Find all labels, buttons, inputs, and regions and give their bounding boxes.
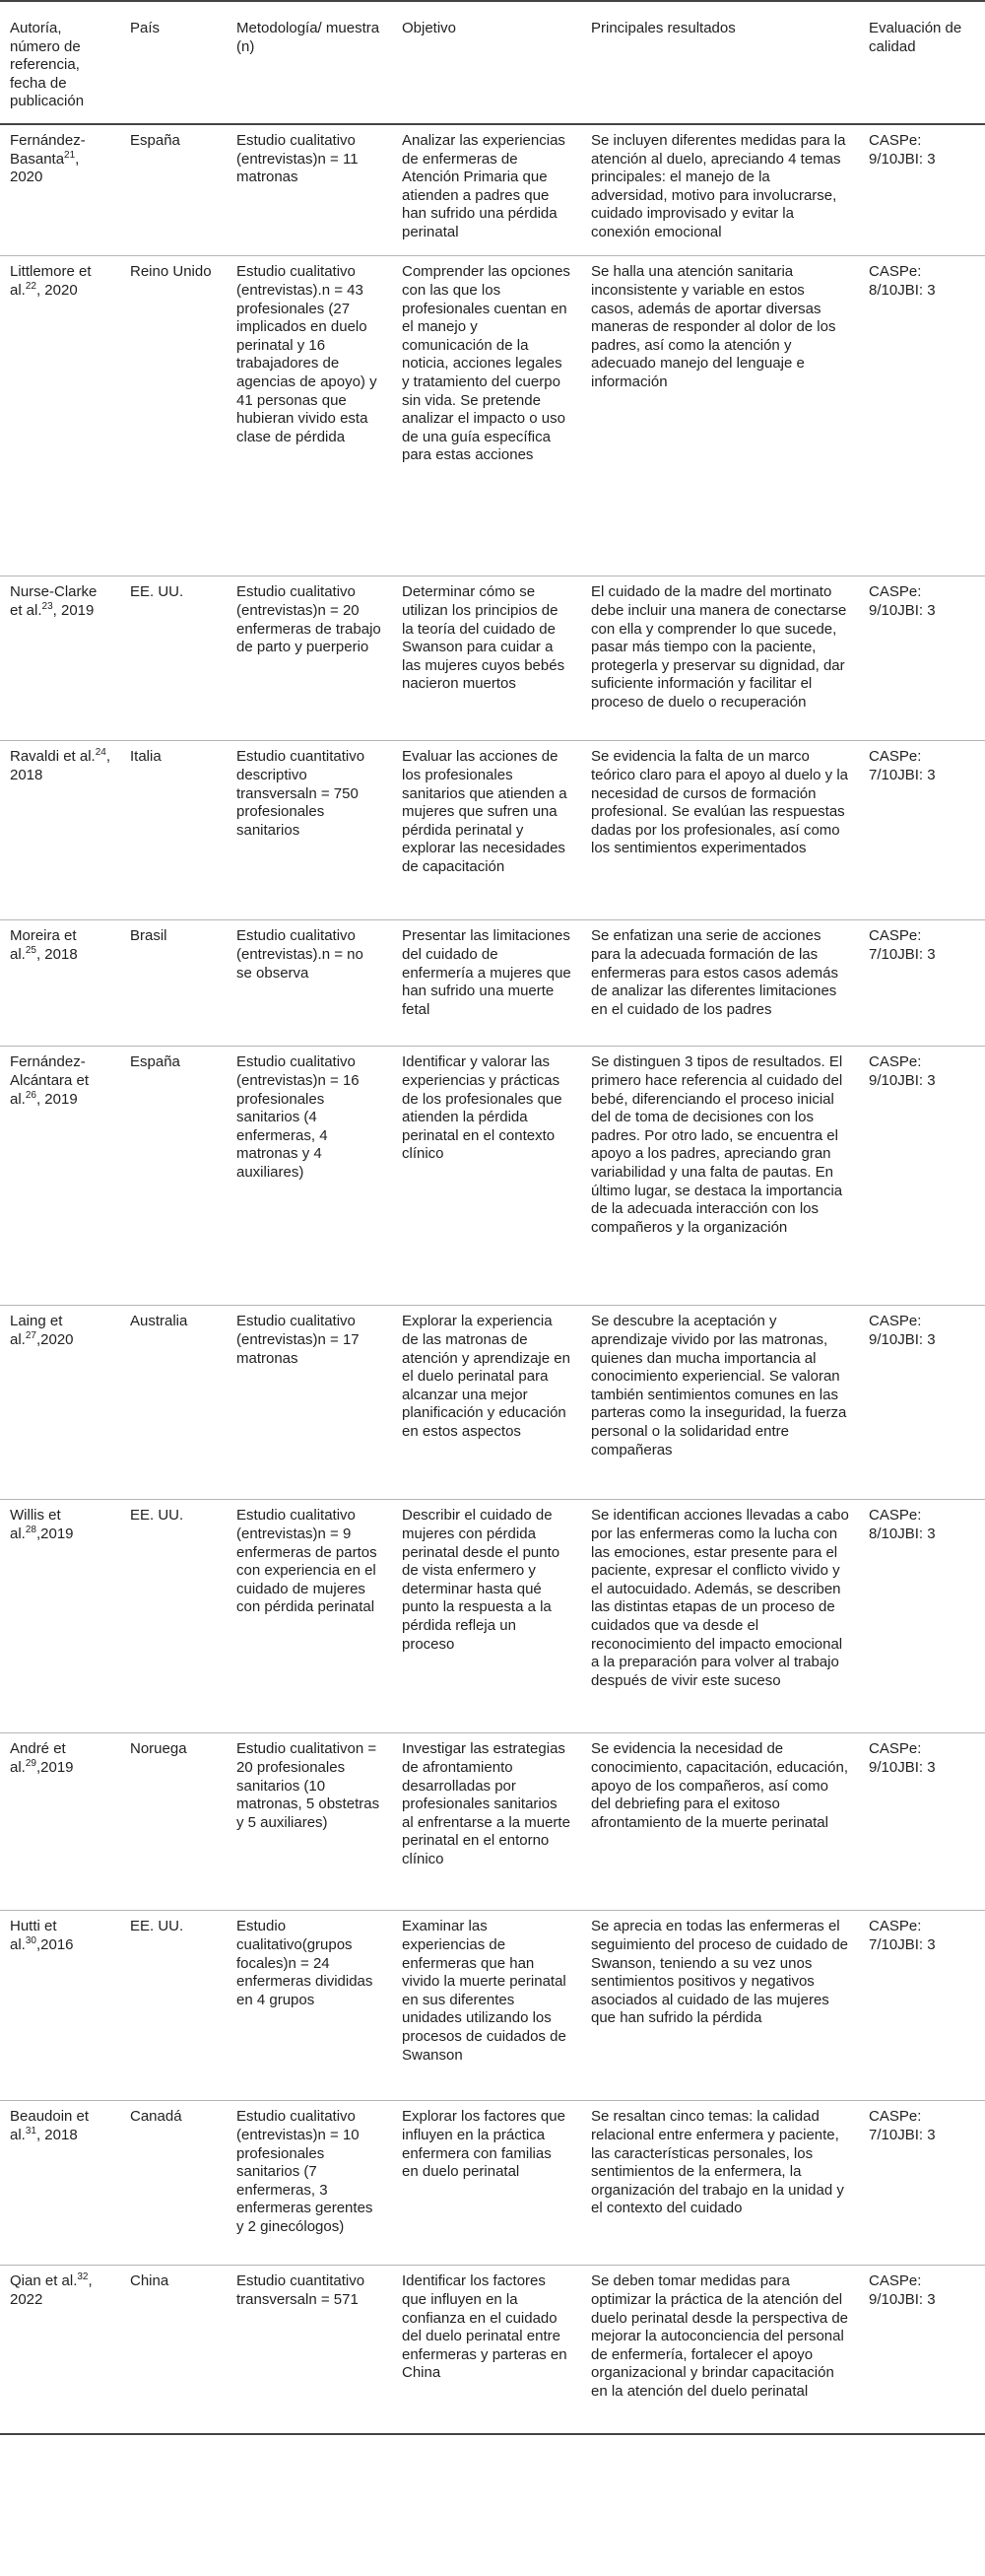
results-text: Se enfatizan una serie de acciones para la adecuada formación de las enfermeras para estos casos además de analizar las diferentes limitaciones en el cuidado de los padres <box>591 927 838 1018</box>
header-objective: Objetivo <box>392 1 581 124</box>
methodology-text: Estudio cuantitativo transversaln = 571 <box>236 2272 365 2309</box>
objective-cell <box>392 2101 581 2266</box>
author-cell <box>0 1500 120 1733</box>
header-quality: Evaluación de calidad <box>859 1 985 124</box>
quality-cell <box>859 1500 985 1733</box>
country-text: EE. UU. <box>130 583 184 601</box>
results-text: Se incluyen diferentes medidas para la atención al duelo, apreciando 4 temas principales: el manejo de la adversidad, motivo para involucrarse, cuidado improvisado y evitar la conexión emocional <box>591 131 846 240</box>
objective-text: Analizar las experiencias de enfermeras de Atención Primaria que atienden a padres que han sufrido una pérdida perinatal <box>402 131 565 240</box>
methodology-cell <box>227 576 392 741</box>
objective-text: Presentar las limitaciones del cuidado de enfermería a mujeres que han sufrido una muerte fetal <box>402 927 571 1018</box>
results-text: Se deben tomar medidas para optimizar la práctica de la atención del duelo perinatal desde la perspectiva de mejorar la autoconciencia del personal de enfermería, fortalecer el apoyo organizacional y brindar capacitación en la atención del duelo perinatal <box>591 2272 849 2401</box>
country-text: Italia <box>130 748 162 766</box>
quality-cell <box>859 124 985 256</box>
objective-cell <box>392 1911 581 2101</box>
author-cell <box>0 1911 120 2101</box>
methodology-text: Estudio cualitativo (entrevistas)n = 10 profesionales sanitarios (7 enfermeras, 3 enfermeras gerentes y 2 ginecólogos) <box>236 2108 373 2236</box>
quality-text: CASPe: 9/10JBI: 3 <box>869 131 936 168</box>
results-text: Se halla una atención sanitaria inconsistente y variable en estos casos, además de aportar diversas maneras de responder al dolor de los padres, así como la atención y adecuado manejo del lenguaje e información <box>591 263 836 391</box>
author-cell <box>0 124 120 256</box>
objective-text: Explorar los factores que influyen en la práctica enfermera con familias en duelo perinatal <box>402 2108 565 2181</box>
results-cell <box>581 1911 859 2101</box>
reference-number: 23 <box>41 601 53 613</box>
table-body <box>0 124 985 2434</box>
objective-cell <box>392 576 581 741</box>
quality-text: CASPe: 9/10JBI: 3 <box>869 2272 936 2309</box>
objective-cell <box>392 256 581 576</box>
objective-text: Explorar la experiencia de las matronas de atención y aprendizaje en el duelo perinatal para alcanzar una mejor planificación y educación en estos aspectos <box>402 1313 570 1441</box>
methodology-cell <box>227 1911 392 2101</box>
quality-text: CASPe: 8/10JBI: 3 <box>869 1507 936 1543</box>
results-text: Se resaltan cinco temas: la calidad relacional entre enfermera y paciente, las características personales, los sentimientos de la enfermera, la organización del trabajo en la unidad y el contexto del cuidado <box>591 2108 844 2217</box>
table-row <box>0 2101 985 2266</box>
quality-cell <box>859 256 985 576</box>
country-text: España <box>130 1053 180 1071</box>
author-name: Fernández-Basanta <box>10 131 86 168</box>
quality-text: CASPe: 9/10JBI: 3 <box>869 1313 936 1349</box>
author-cell <box>0 256 120 576</box>
country-cell <box>120 576 227 741</box>
country-text: EE. UU. <box>130 1507 184 1525</box>
header-country: País <box>120 1 227 124</box>
country-text: Australia <box>130 1313 188 1330</box>
author-cell <box>0 920 120 1047</box>
results-text: El cuidado de la madre del mortinato debe incluir una manera de conectarse con ella y comprender lo que sucede, pasar más tiempo con la paciente, protegerla y preservar su dignidad, dar suficiente información y facilitar el proceso de duelo o recuperación <box>591 583 847 712</box>
objective-cell <box>392 2266 581 2434</box>
publication-date: , 2019 <box>35 1090 78 1108</box>
quality-cell <box>859 576 985 741</box>
objective-text: Describir el cuidado de mujeres con pérdida perinatal desde el punto de vista enfermero y determinar hasta qué punto la respuesta a la pérdida refleja un proceso <box>402 1507 560 1653</box>
country-cell <box>120 1306 227 1500</box>
results-cell <box>581 741 859 920</box>
objective-cell <box>392 1500 581 1733</box>
quality-text: CASPe: 7/10JBI: 3 <box>869 2108 936 2144</box>
author-name: Littlemore et al. <box>10 263 92 300</box>
methodology-cell <box>227 2266 392 2434</box>
methodology-text: Estudio cuantitativo descriptivo transversaln = 750 profesionales sanitarios <box>236 748 365 839</box>
objective-text: Identificar los factores que influyen en la confianza en el cuidado del duelo perinatal entre enfermeras y parteras en China <box>402 2272 567 2382</box>
author-cell <box>0 2266 120 2434</box>
quality-cell <box>859 1911 985 2101</box>
results-cell <box>581 256 859 576</box>
objective-text: Investigar las estrategias de afrontamiento desarrolladas por profesionales sanitarios al enfrentarse a la muerte perinatal en el entorno clínico <box>402 1740 570 1868</box>
author-name: André et al. <box>10 1740 66 1777</box>
table-header <box>0 1 985 124</box>
objective-cell <box>392 124 581 256</box>
header-author: Autoría, número de referencia, fecha de publicación <box>0 1 120 124</box>
results-cell <box>581 1500 859 1733</box>
reference-number: 29 <box>25 1758 36 1770</box>
quality-text: CASPe: 7/10JBI: 3 <box>869 1918 936 1954</box>
results-text: Se descubre la aceptación y aprendizaje vivido por las matronas, quienes dan mucha importancia al conocimiento experiencial. Se valoran también sentimientos comunes en las parteras como la inseguridad, la fuerza personal o la solidaridad entre compañeras <box>591 1313 847 1458</box>
reference-number: 26 <box>25 1089 36 1101</box>
author-name: Laing et al. <box>10 1313 63 1349</box>
country-cell <box>120 920 227 1047</box>
country-cell <box>120 1733 227 1911</box>
table-row <box>0 576 985 741</box>
table-row <box>0 741 985 920</box>
reference-number: 28 <box>25 1525 36 1536</box>
author-name: Ravaldi et al. <box>10 748 96 766</box>
country-cell <box>120 741 227 920</box>
methodology-text: Estudio cualitativo (entrevistas).n = 43 profesionales (27 implicados en duelo perinatal y 16 trabajadores de agencias de apoyo) y 41 personas que hubieran vivido esta clase de pérdida <box>236 263 377 445</box>
quality-text: CASPe: 9/10JBI: 3 <box>869 583 936 620</box>
author-name: Nurse-Clarke et al. <box>10 583 98 620</box>
country-text: Brasil <box>130 927 167 945</box>
table-row <box>0 1306 985 1500</box>
results-text: Se identifican acciones llevadas a cabo por las enfermeras como la lucha con las emociones, estar presente para el paciente, expresar el conflicto vivido y el autocuidado. Además, se describen las distintas etapas de un proceso de cuidados que va desde el reconocimiento del impacto emocional a la preparación para volver al trabajo después de vivir este suceso <box>591 1507 849 1689</box>
table-row <box>0 1500 985 1733</box>
quality-text: CASPe: 7/10JBI: 3 <box>869 927 936 964</box>
author-cell <box>0 576 120 741</box>
methodology-text: Estudio cualitativo (entrevistas)n = 11 matronas <box>236 131 359 186</box>
reference-number: 32 <box>77 2271 89 2283</box>
country-cell <box>120 124 227 256</box>
results-cell <box>581 576 859 741</box>
quality-cell <box>859 1306 985 1500</box>
results-text: Se evidencia la necesidad de conocimiento, capacitación, educación, apoyo de los compañeros, así como del debriefing para el exitoso afrontamiento de la muerte perinatal <box>591 1740 848 1831</box>
publication-date: , 2020 <box>35 282 78 300</box>
objective-text: Examinar las experiencias de enfermeras que han vivido la muerte perinatal en sus diferentes unidades utilizando los procesos de cuidados de Swanson <box>402 1918 566 2064</box>
quality-cell <box>859 2101 985 2266</box>
header-results: Principales resultados <box>581 1 859 124</box>
publication-date: , 2020 <box>10 150 80 186</box>
publication-date: , 2018 <box>10 748 111 784</box>
reference-number: 31 <box>25 2126 36 2137</box>
methodology-text: Estudio cualitativo (entrevistas)n = 16 profesionales sanitarios (4 enfermeras, 4 matronas y 4 auxiliares) <box>236 1053 360 1182</box>
methodology-cell <box>227 1733 392 1911</box>
methodology-text: Estudio cualitativo (entrevistas).n = no se observa <box>236 927 363 982</box>
publication-date: ,2016 <box>35 1936 74 1954</box>
header-methodology: Metodología/ muestra (n) <box>227 1 392 124</box>
table-row <box>0 920 985 1047</box>
objective-text: Comprender las opciones con las que los profesionales cuentan en el manejo y comunicación de la noticia, acciones legales y tratamiento del cuerpo sin vida. Se pretende analizar el impacto o uso de una guía específica para estas acciones <box>402 263 570 464</box>
country-text: Reino Unido <box>130 263 212 281</box>
country-cell <box>120 1047 227 1306</box>
methodology-text: Estudio cualitativo (entrevistas)n = 20 enfermeras de trabajo de parto y puerperio <box>236 583 381 656</box>
methodology-cell <box>227 2101 392 2266</box>
country-cell <box>120 1911 227 2101</box>
table-row <box>0 1047 985 1306</box>
objective-text: Identificar y valorar las experiencias y prácticas de los profesionales que atienden la pérdida perinatal en el contexto clínico <box>402 1053 562 1163</box>
objective-text: Evaluar las acciones de los profesionales sanitarios que atienden a mujeres que sufren una pérdida perinatal y explorar las necesidades de capacitación <box>402 748 567 876</box>
methodology-text: Estudio cualitativo (entrevistas)n = 9 enfermeras de partos con experiencia en el cuidado de mujeres con pérdida perinatal <box>236 1507 377 1616</box>
publication-date: ,2019 <box>35 1759 74 1777</box>
country-text: EE. UU. <box>130 1918 184 1935</box>
quality-cell <box>859 2266 985 2434</box>
objective-cell <box>392 1047 581 1306</box>
objective-cell <box>392 920 581 1047</box>
reference-number: 25 <box>25 945 36 957</box>
results-cell <box>581 2266 859 2434</box>
reference-number: 22 <box>25 281 36 293</box>
country-cell <box>120 256 227 576</box>
objective-cell <box>392 1733 581 1911</box>
table-row <box>0 1733 985 1911</box>
results-text: Se aprecia en todas las enfermeras el seguimiento del proceso de cuidado de Swanson, teniendo a su vez unos sentimientos positivos y negativos asociados al cuidado de las mujeres que han sufrido la pérdida <box>591 1918 849 2027</box>
quality-cell <box>859 920 985 1047</box>
methodology-text: Estudio cualitativo (entrevistas)n = 17 matronas <box>236 1313 360 1367</box>
author-cell <box>0 741 120 920</box>
publication-date: , 2018 <box>35 2127 78 2144</box>
results-cell <box>581 920 859 1047</box>
reference-number: 30 <box>25 1935 36 1947</box>
country-cell <box>120 2266 227 2434</box>
author-cell <box>0 1306 120 1500</box>
author-name: Fernández-Alcántara et al. <box>10 1053 90 1108</box>
publication-date: , 2019 <box>52 602 95 620</box>
methodology-cell <box>227 1306 392 1500</box>
author-cell <box>0 1733 120 1911</box>
publication-date: , 2022 <box>10 2272 93 2309</box>
objective-cell <box>392 741 581 920</box>
author-cell <box>0 2101 120 2266</box>
quality-text: CASPe: 7/10JBI: 3 <box>869 748 936 784</box>
publication-date: , 2018 <box>35 946 78 964</box>
publication-date: ,2020 <box>35 1331 74 1349</box>
table-row <box>0 124 985 256</box>
country-cell <box>120 2101 227 2266</box>
methodology-cell <box>227 1500 392 1733</box>
methodology-text: Estudio cualitativo(grupos focales)n = 24 enfermeras divididas en 4 grupos <box>236 1918 373 2008</box>
results-text: Se evidencia la falta de un marco teórico claro para el apoyo al duelo y la necesidad de cursos de formación profesional. Se evalúan las respuestas dadas por los profesionales, así como los sentimientos experimentados <box>591 748 848 857</box>
reference-number: 21 <box>64 149 76 161</box>
methodology-text: Estudio cualitativon = 20 profesionales sanitarios (10 matronas, 5 obstetras y 5 auxiliares) <box>236 1740 380 1831</box>
results-text: Se distinguen 3 tipos de resultados. El primero hace referencia al cuidado del bebé, diferenciando el proceso inicial del de toma de decisiones con los padres. Por otro lado, se encuentra el apoyo a los padres, apreciando gran variabilidad y una falta de pautas. En último lugar, se destaca la importancia de la adecuada interacción con los compañeros y la organización <box>591 1053 843 1236</box>
methodology-cell <box>227 741 392 920</box>
author-name: Beaudoin et al. <box>10 2108 90 2144</box>
methodology-cell <box>227 1047 392 1306</box>
country-text: China <box>130 2272 169 2290</box>
author-name: Qian et al. <box>10 2272 78 2290</box>
quality-text: CASPe: 8/10JBI: 3 <box>869 263 936 300</box>
table-row <box>0 1911 985 2101</box>
methodology-cell <box>227 256 392 576</box>
author-cell <box>0 1047 120 1306</box>
author-name: Willis et al. <box>10 1507 61 1543</box>
header-row <box>0 1 985 124</box>
publication-date: ,2019 <box>35 1525 74 1543</box>
quality-cell <box>859 1047 985 1306</box>
quality-cell <box>859 1733 985 1911</box>
reference-number: 24 <box>95 747 106 759</box>
country-text: España <box>130 131 180 149</box>
objective-text: Determinar cómo se utilizan los principios de la teoría del cuidado de Swanson para cuidar a las mujeres cuyos bebés nacieron muertos <box>402 583 565 693</box>
results-cell <box>581 1047 859 1306</box>
country-text: Noruega <box>130 1740 187 1758</box>
results-cell <box>581 1733 859 1911</box>
reference-number: 27 <box>25 1330 36 1342</box>
quality-cell <box>859 741 985 920</box>
results-cell <box>581 124 859 256</box>
quality-text: CASPe: 9/10JBI: 3 <box>869 1740 936 1777</box>
author-name: Hutti et al. <box>10 1918 57 1954</box>
table-row <box>0 2266 985 2434</box>
methodology-cell <box>227 920 392 1047</box>
methodology-cell <box>227 124 392 256</box>
country-text: Canadá <box>130 2108 182 2126</box>
objective-cell <box>392 1306 581 1500</box>
results-cell <box>581 2101 859 2266</box>
quality-text: CASPe: 9/10JBI: 3 <box>869 1053 936 1090</box>
table-row <box>0 256 985 576</box>
results-cell <box>581 1306 859 1500</box>
country-cell <box>120 1500 227 1733</box>
author-name: Moreira et al. <box>10 927 77 964</box>
